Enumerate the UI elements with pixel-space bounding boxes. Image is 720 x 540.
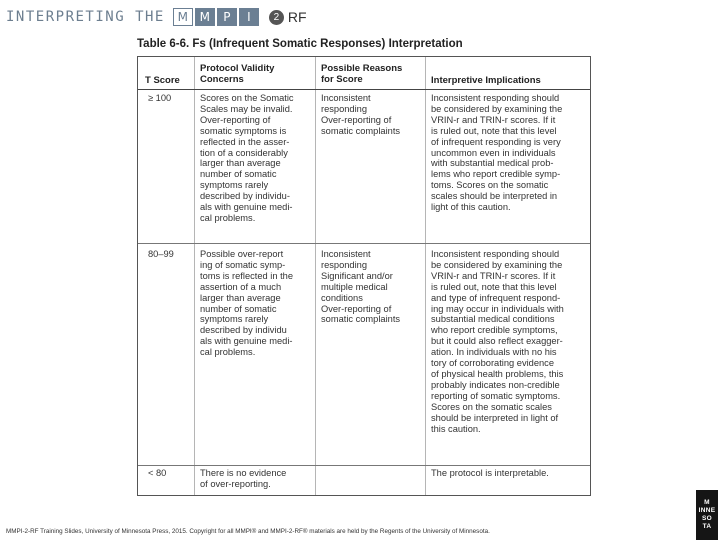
header-rule — [138, 89, 590, 90]
version-circle-badge: 2 — [269, 10, 284, 25]
interpretation-table — [137, 56, 591, 496]
header-branding — [6, 6, 307, 28]
row1-implications: Inconsistent responding should be considered by examining the VRIN-r and TRIN-r scores. If it is ruled out, note that this level of infrequent responding is very uncommon even in individuals with substantial medical prob- lems who report credible symp- toms. Scores on the somatic scales should be interpreted in light of this caution. — [431, 93, 563, 213]
column-divider — [315, 57, 316, 495]
row3-validity: There is no evidence of over-reporting. — [200, 468, 287, 489]
header-implications: Interpretive Implications — [431, 75, 541, 86]
table-title: Table 6-6. Fs (Infrequent Somatic Responses) Interpretation — [137, 38, 463, 50]
mmpi-letter-p: P — [217, 8, 237, 26]
logo-line: SO — [702, 515, 712, 522]
column-divider — [425, 57, 426, 495]
university-logo — [696, 490, 718, 540]
column-divider — [194, 57, 195, 495]
row2-implications: Inconsistent responding should be considered by examining the VRIN-r and TRIN-r scores. If it is ruled out, note that this level and type of infrequent respond- ing may occur in individuals with substantial medical conditions who report credible symptoms, but it could also reflect exagger- ation. In individuals with no his tory of corroborating evidence of physical health problems, this probably indicates non-credible reporting of somatic symptoms. Scores on the somatic scales should be interpreted in light of this caution. — [431, 249, 564, 434]
header-title: INTERPRETING THE — [6, 9, 165, 25]
logo-line: INNE — [698, 507, 716, 514]
row1-validity: Scores on the Somatic Scales may be invalid. Over-reporting of somatic symptoms is reflected in the asser- tion of a considerably larger than average number of somatic symptoms rarely described by individu- als with genuine medi- cal problems. — [200, 93, 294, 223]
row-rule — [138, 465, 590, 466]
row1-t-score: ≥ 100 — [148, 93, 172, 103]
copyright-footer: MMPI-2-RF Training Slides, University of Minnesota Press, 2015. Copyright for all MMPI® and MMPI-2-RF® materials are held by the Regents of the University of Minnesota. — [6, 528, 490, 535]
row1-reasons: Inconsistent responding Over-reporting of somatic complaints — [321, 93, 401, 136]
mmpi-letter-m2: M — [195, 8, 215, 26]
logo-line: M — [704, 499, 710, 506]
row2-validity: Possible over-report ing of somatic symp- toms is reflected in the assertion of a much larger than average number of somatic symptoms rarely described by individu als with genuine medi- cal problems. — [200, 249, 294, 358]
row2-t-score: 80–99 — [148, 249, 174, 259]
row3-t-score: < 80 — [148, 468, 167, 478]
row3-implications: The protocol is interpretable. — [431, 468, 549, 478]
rf-suffix: RF — [287, 9, 307, 25]
header-validity: Protocol Validity Concerns — [200, 63, 275, 85]
header-reasons: Possible Reasons for Score — [321, 63, 403, 85]
mmpi-letter-m1: M — [173, 8, 193, 26]
logo-line: TA — [702, 523, 712, 530]
row-rule — [138, 243, 590, 244]
header-t-score: T Score — [145, 75, 180, 86]
mmpi-letter-i: I — [239, 8, 259, 26]
row2-reasons: Inconsistent responding Significant and/or multiple medical conditions Over-reporting of somatic complaints — [321, 249, 401, 325]
